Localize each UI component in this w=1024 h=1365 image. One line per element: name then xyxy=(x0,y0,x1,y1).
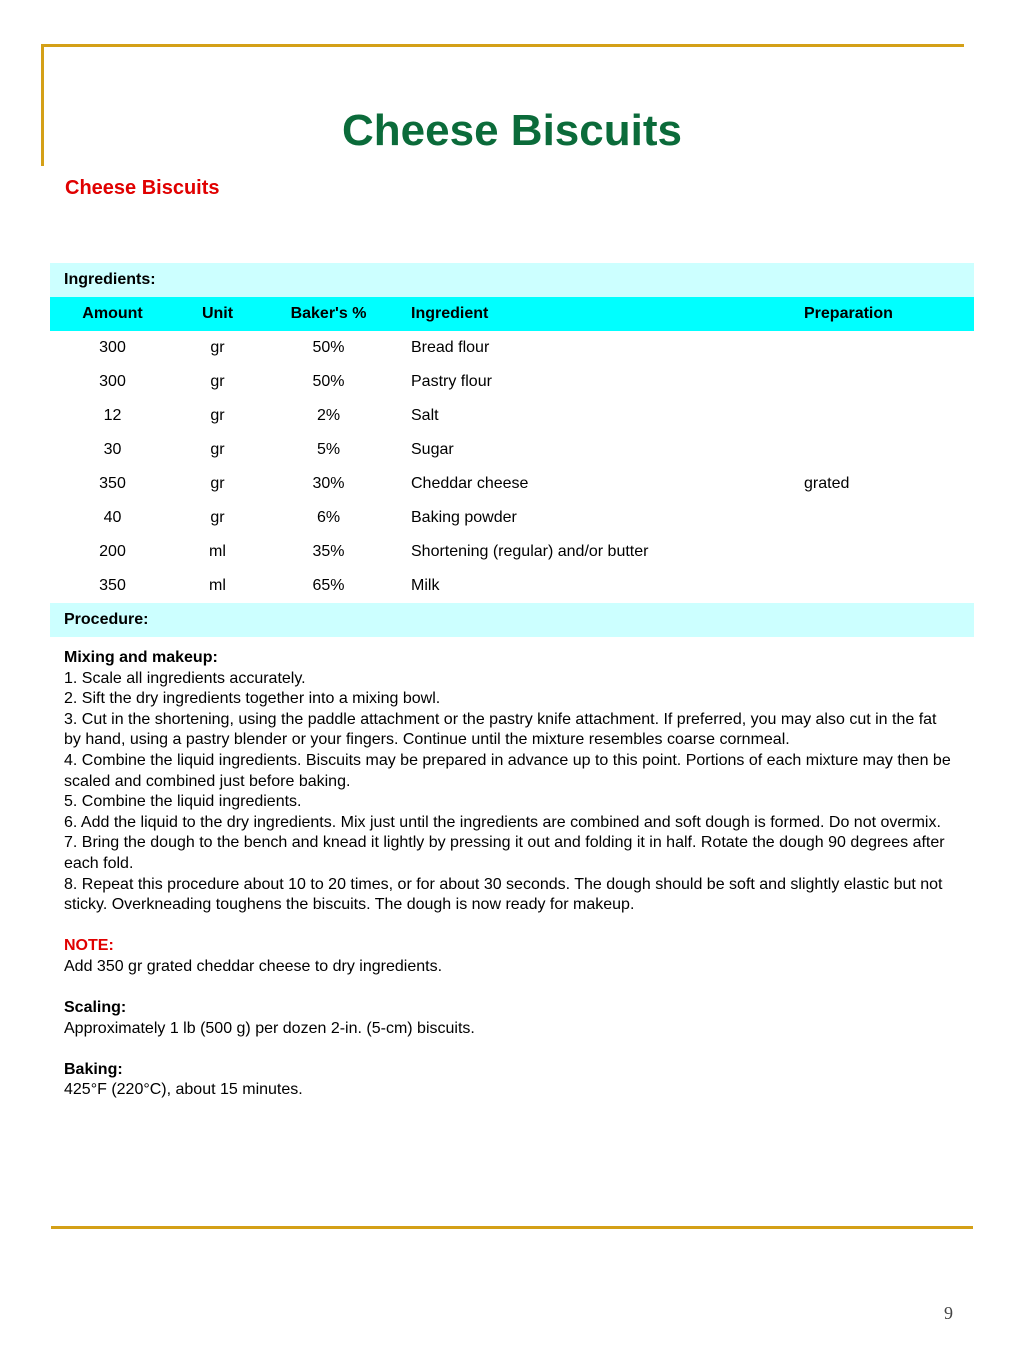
procedure-step: 7. Bring the dough to the bench and knead it lightly by pressing it out and folding it in half. Rotate the dough 90 degrees after each fold. xyxy=(64,834,945,872)
ingredient-cell: Salt xyxy=(411,407,439,424)
bakers-pct-cell: 6% xyxy=(316,509,341,526)
unit-cell: gr xyxy=(210,339,225,356)
unit-cell: ml xyxy=(209,543,226,560)
unit-cell: gr xyxy=(210,441,225,458)
amount-cell: 350 xyxy=(99,475,126,492)
page-number: 9 xyxy=(944,1303,953,1323)
column-header-amount: Amount xyxy=(50,297,175,331)
page-title: Cheese Biscuits xyxy=(342,106,682,155)
procedure-label: Procedure: xyxy=(50,603,974,637)
bakers-pct-cell: 50% xyxy=(312,339,345,356)
ingredient-cell: Milk xyxy=(411,577,440,594)
bakers-pct-cell: 2% xyxy=(316,407,341,424)
ingredient-cell: Sugar xyxy=(411,441,454,458)
procedure-step: 5. Combine the liquid ingredients. xyxy=(64,793,302,811)
table-row xyxy=(50,331,974,365)
procedure-text xyxy=(64,648,954,1101)
preparation-cell xyxy=(790,501,974,535)
procedure-step: 6. Add the liquid to the dry ingredients. Mix just until the ingredients are combined and soft dough is formed. Do not overmix. xyxy=(64,813,941,831)
procedure-section-row xyxy=(50,603,974,637)
amount-cell: 350 xyxy=(99,577,126,594)
amount-cell: 200 xyxy=(99,543,126,560)
scaling-label: Scaling: xyxy=(64,999,127,1017)
column-header-bakers-pct: Baker's % xyxy=(260,297,397,331)
procedure-step: 4. Combine the liquid ingredients. Biscuits may be prepared in advance up to this point. Portions of each mixture may then be scaled and combined just before baking. xyxy=(64,751,951,790)
ingredient-cell: Baking powder xyxy=(411,509,517,526)
ingredient-cell: Pastry flour xyxy=(411,373,492,390)
mixing-heading: Mixing and makeup: xyxy=(64,649,218,666)
column-header-unit: Unit xyxy=(175,297,260,331)
table-row xyxy=(50,535,974,569)
procedure-step: 2. Sift the dry ingredients together into a mixing bowl. xyxy=(64,690,441,708)
procedure-step: 3. Cut in the shortening, using the paddle attachment or the pastry knife attachment. If preferred, you may also cut in the fat by hand, using a pastry blender or your fingers. Continue until the mixture resembles coarse cornmeal. xyxy=(64,710,937,749)
preparation-cell xyxy=(790,535,974,569)
amount-cell: 300 xyxy=(99,339,126,356)
unit-cell: gr xyxy=(210,407,225,424)
table-row xyxy=(50,501,974,535)
column-header-preparation: Preparation xyxy=(790,297,974,331)
bottom-rule xyxy=(51,1226,973,1229)
baking-text: 425°F (220°C), about 15 minutes. xyxy=(64,1081,303,1099)
baking-label: Baking: xyxy=(64,1060,123,1078)
scaling-text: Approximately 1 lb (500 g) per dozen 2-in. (5-cm) biscuits. xyxy=(64,1019,475,1037)
table-row xyxy=(50,399,974,433)
top-rule xyxy=(41,44,964,47)
procedure-step: 1. Scale all ingredients accurately. xyxy=(64,669,306,687)
ingredient-cell: Shortening (regular) and/or butter xyxy=(411,543,649,560)
amount-cell: 300 xyxy=(99,373,126,390)
recipe-table xyxy=(50,263,974,637)
procedure-step: 8. Repeat this procedure about 10 to 20 times, or for about 30 seconds. The dough should be soft and slightly elastic but not sticky. Overkneading toughens the biscuits. The dough is now ready for makeup. xyxy=(64,875,943,914)
unit-cell: gr xyxy=(210,475,225,492)
table-row xyxy=(50,569,974,603)
bakers-pct-cell: 30% xyxy=(312,475,345,492)
spacer xyxy=(64,978,954,999)
amount-cell: 30 xyxy=(103,441,122,458)
bakers-pct-cell: 50% xyxy=(312,373,345,390)
amount-cell: 40 xyxy=(103,509,122,526)
bakers-pct-cell: 5% xyxy=(316,441,341,458)
preparation-cell xyxy=(790,331,974,365)
bakers-pct-cell: 35% xyxy=(312,543,345,560)
spacer xyxy=(64,1039,954,1060)
ingredient-cell: Cheddar cheese xyxy=(411,475,529,492)
column-header-ingredient: Ingredient xyxy=(397,297,790,331)
ingredients-section-row xyxy=(50,263,974,297)
ingredients-label: Ingredients: xyxy=(50,263,974,297)
unit-cell: gr xyxy=(210,373,225,390)
spacer xyxy=(64,916,954,937)
unit-cell: gr xyxy=(210,509,225,526)
column-header-row xyxy=(50,297,974,331)
table-row xyxy=(50,467,974,501)
note-text: Add 350 gr grated cheddar cheese to dry ingredients. xyxy=(64,957,443,975)
preparation-cell xyxy=(790,365,974,399)
preparation-cell: grated xyxy=(804,475,850,492)
preparation-cell xyxy=(790,569,974,603)
recipe-subtitle: Cheese Biscuits xyxy=(65,177,220,199)
preparation-cell xyxy=(790,399,974,433)
bakers-pct-cell: 65% xyxy=(312,577,345,594)
ingredient-cell: Bread flour xyxy=(411,339,490,356)
table-row xyxy=(50,365,974,399)
unit-cell: ml xyxy=(209,577,226,594)
table-row xyxy=(50,433,974,467)
preparation-cell xyxy=(790,433,974,467)
amount-cell: 12 xyxy=(103,407,122,424)
note-label: NOTE: xyxy=(64,937,114,955)
